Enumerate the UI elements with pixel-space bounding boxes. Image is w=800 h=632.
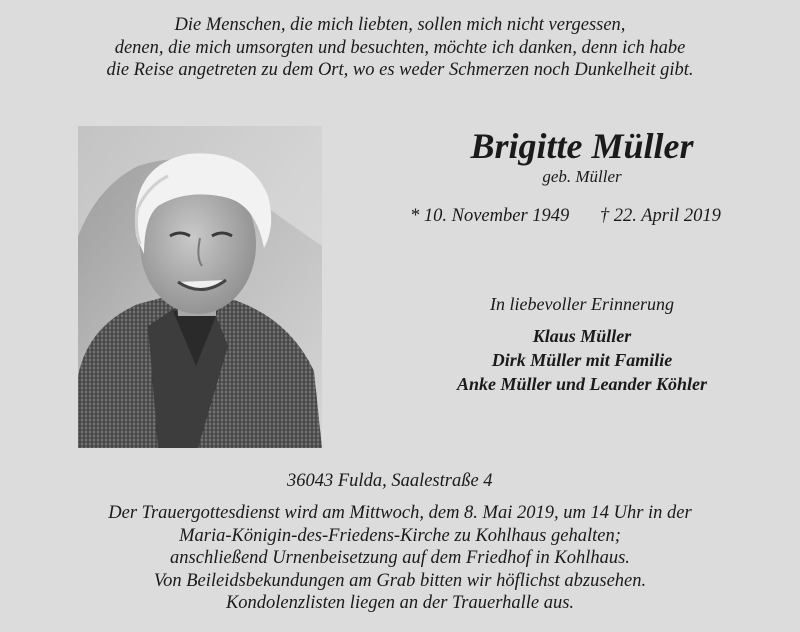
opening-verse	[0, 14, 800, 82]
mourner: Anke Müller und Leander Köhler	[456, 374, 708, 394]
family-address: 36043 Fulda, Saalestraße 4	[287, 471, 493, 491]
funeral-notice	[0, 502, 800, 615]
verse-line: die Reise angetreten zu dem Ort, wo es weder Schmerzen noch Dunkelheit gibt.	[106, 60, 694, 80]
verse-line: denen, die mich umsorgten und besuchten, möchte ich danken, denn ich habe	[114, 37, 686, 58]
mourners-list	[400, 324, 764, 396]
birth-name: geb. Müller	[542, 167, 622, 186]
notice-line: anschließend Urnenbeisetzung auf dem Friedhof in Kohlhaus.	[170, 548, 630, 568]
notice-line: Der Trauergottesdienst wird am Mittwoch, dem 8. Mai 2019, um 14 Uhr in der	[108, 503, 692, 523]
verse-line: Die Menschen, die mich liebten, sollen mich nicht vergessen,	[174, 15, 626, 35]
mourner: Klaus Müller	[532, 326, 632, 346]
life-dates	[410, 204, 721, 228]
memory-heading: In liebevoller Erinnerung	[490, 294, 674, 314]
birth-date: * 10. November 1949	[410, 206, 570, 226]
deceased-name: Brigitte Müller	[470, 126, 694, 166]
portrait-photo	[78, 126, 322, 448]
death-date: † 22. April 2019	[599, 206, 721, 226]
notice-line: Maria-Königin-des-Friedens-Kirche zu Kohlhaus gehalten;	[179, 525, 621, 546]
notice-line: Kondolenzlisten liegen an der Trauerhalle aus.	[225, 593, 575, 613]
notice-line: Von Beileidsbekundungen am Grab bitten wir höflichst abzusehen.	[153, 570, 647, 591]
mourner: Dirk Müller mit Familie	[491, 350, 673, 370]
